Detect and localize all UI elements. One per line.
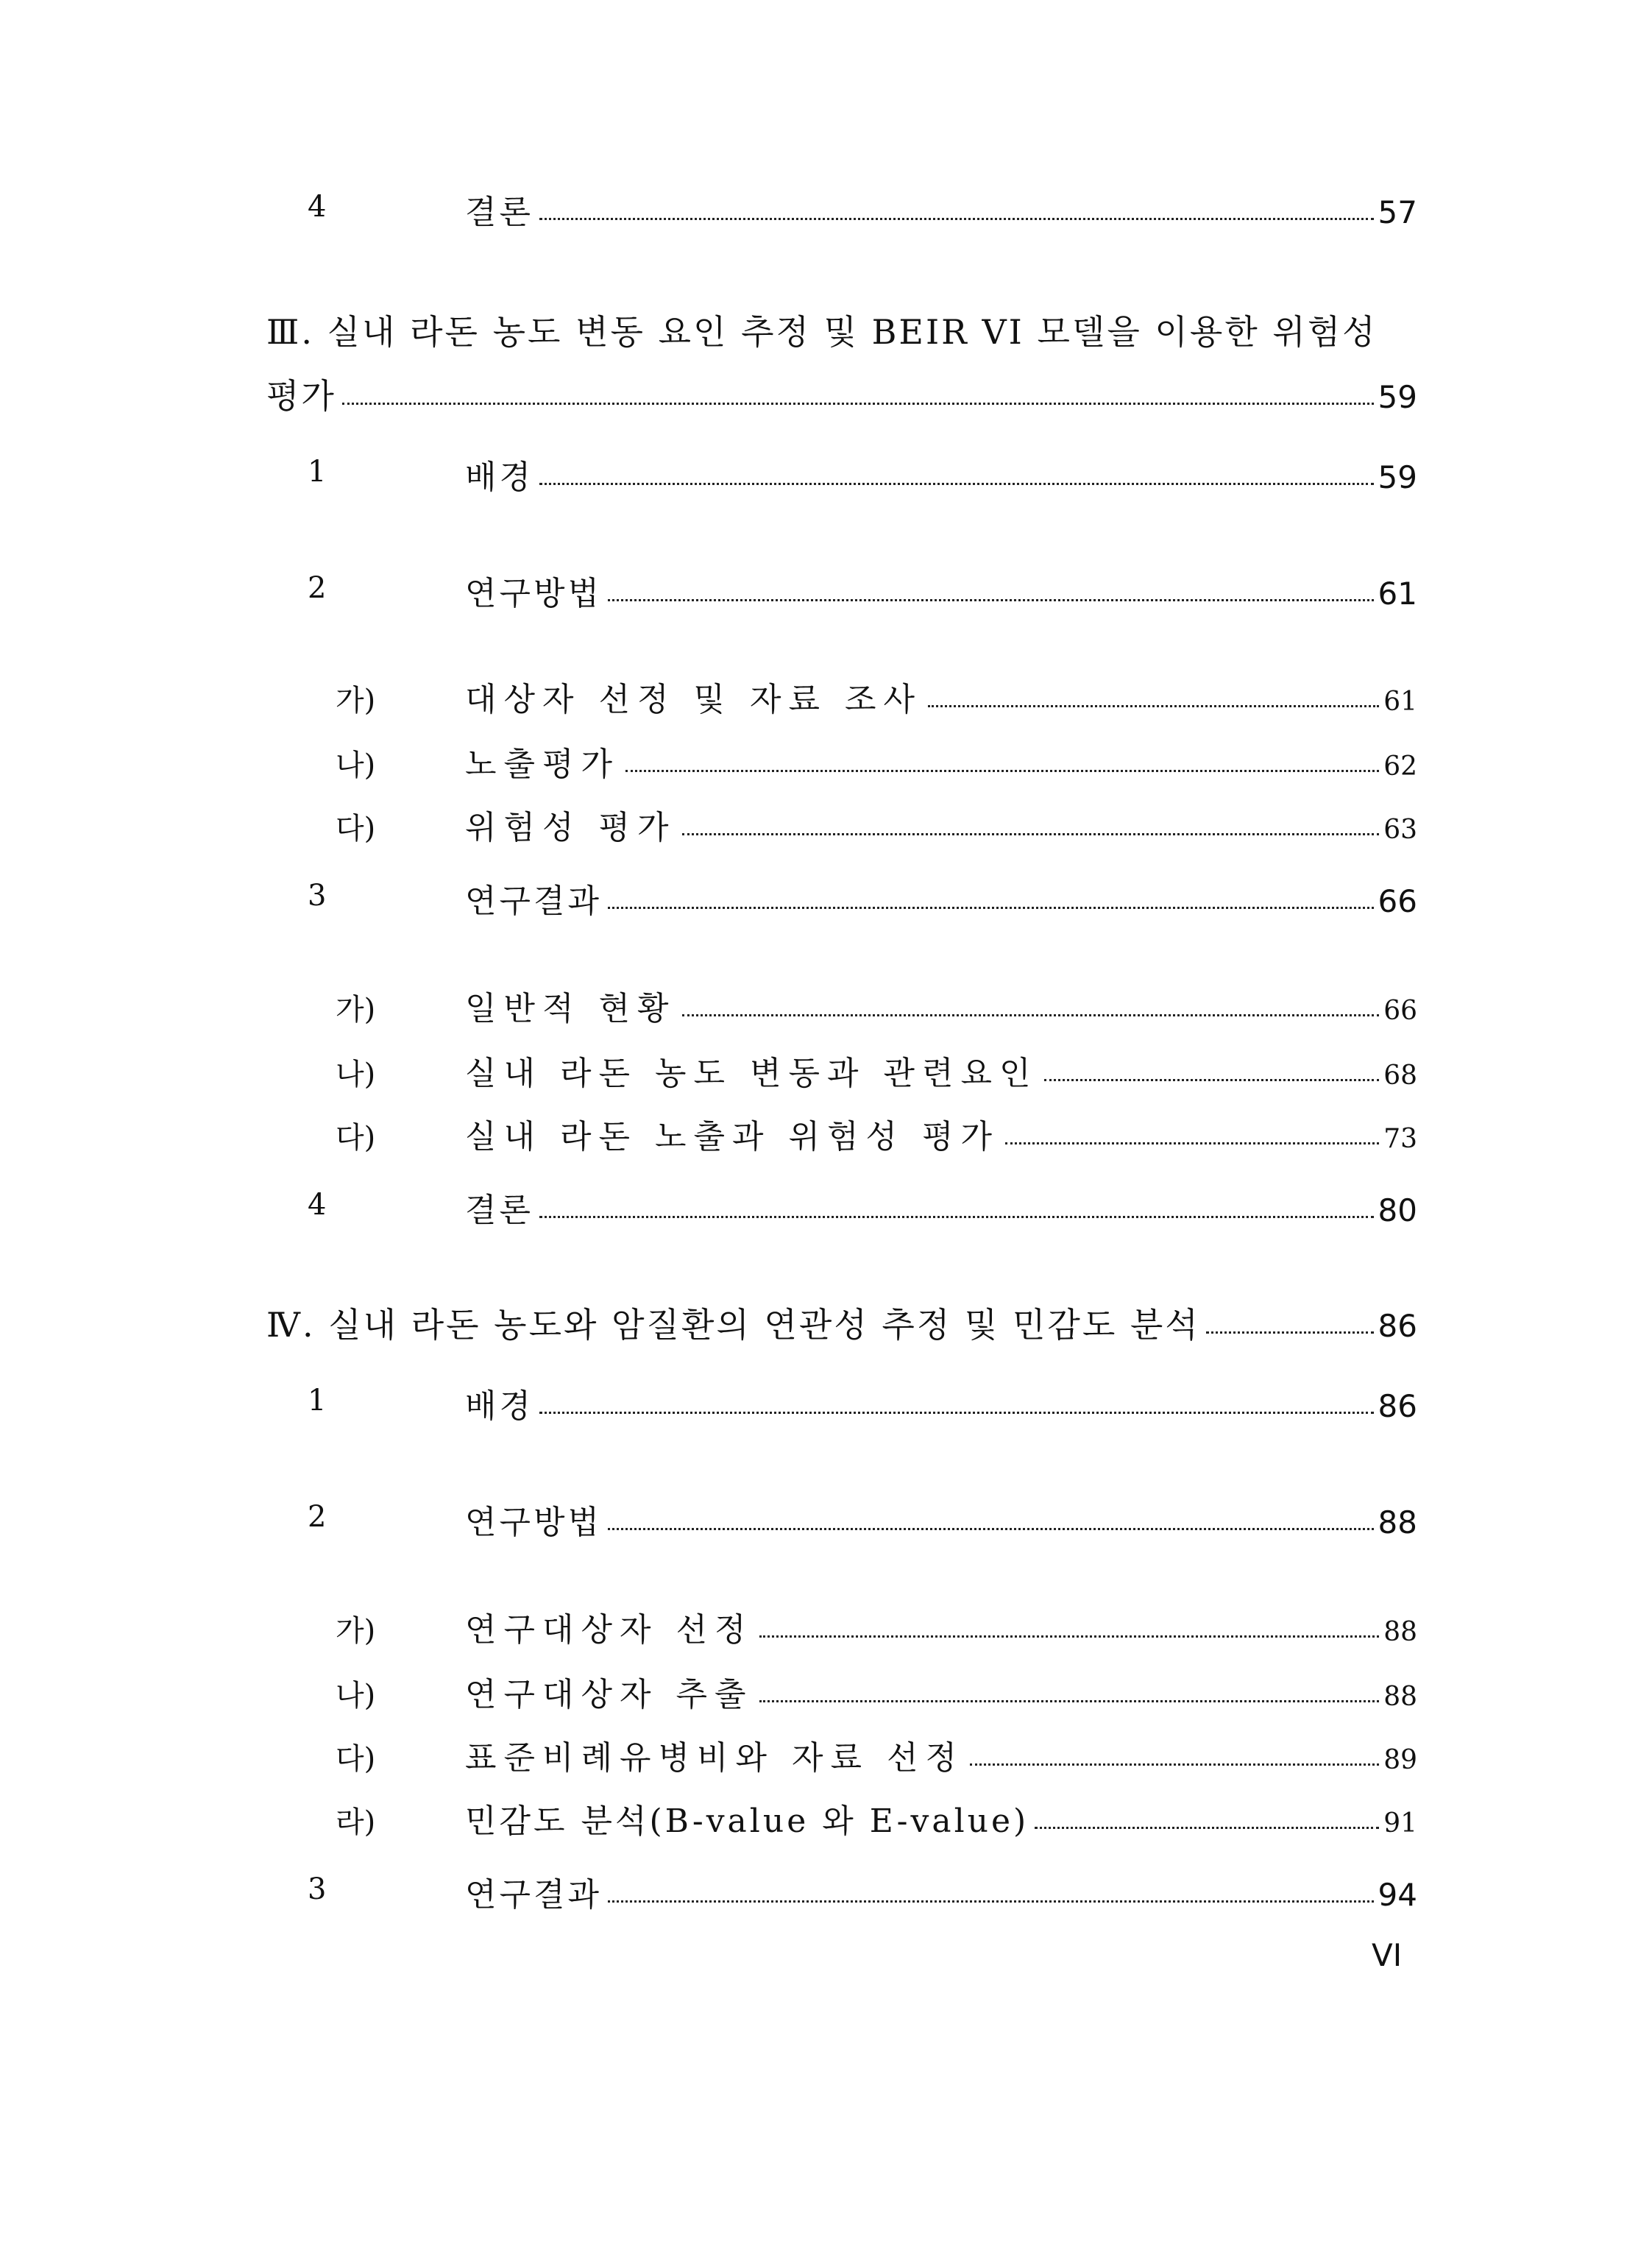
toc-page-number: 59 — [1378, 459, 1417, 495]
toc-page-number: 73 — [1383, 1124, 1417, 1154]
toc-leader-dots — [342, 403, 1374, 405]
toc-leader-dots — [608, 1528, 1374, 1530]
toc-page-number: 66 — [1383, 996, 1417, 1026]
toc-number: 1 — [308, 1384, 327, 1418]
toc-page-number: 62 — [1383, 751, 1417, 782]
toc-title: 위험성 평가 — [465, 809, 676, 846]
toc-title: 실내 라돈 농도 변동과 관련요인 — [465, 1055, 1038, 1092]
toc-number: 3 — [308, 1872, 327, 1906]
toc-page-number: 57 — [1378, 194, 1417, 230]
toc-leader-dots — [625, 770, 1379, 772]
toc-page-number: 80 — [1378, 1192, 1417, 1228]
toc-entry[interactable] — [465, 1731, 1417, 1778]
toc-page-number: 61 — [1383, 687, 1417, 717]
toc-number: 가) — [336, 993, 376, 1027]
toc-entry[interactable] — [465, 1668, 1417, 1715]
toc-page-number: 59 — [1378, 379, 1417, 415]
toc-leader-dots — [759, 1700, 1380, 1702]
toc-title: 연구방법 — [465, 575, 603, 612]
toc-leader-dots — [1044, 1079, 1380, 1081]
footer-page-number: VI — [1372, 1937, 1403, 1973]
toc-leader-dots — [1005, 1142, 1379, 1144]
toc-page-number: 94 — [1378, 1877, 1417, 1913]
toc-page-number: 88 — [1383, 1617, 1417, 1647]
toc-title: 평가 — [266, 376, 336, 416]
toc-number: 나) — [336, 749, 376, 782]
toc-entry[interactable] — [465, 1868, 1417, 1915]
toc-page-number: 63 — [1383, 815, 1417, 845]
toc-number: 가) — [336, 1614, 376, 1648]
toc-title: 연구대상자 추출 — [465, 1676, 754, 1713]
toc-number: 4 — [308, 190, 327, 224]
toc-entry[interactable] — [465, 1794, 1417, 1841]
toc-entry[interactable] — [465, 1183, 1417, 1231]
toc-entry[interactable] — [465, 567, 1417, 614]
toc-leader-dots — [759, 1635, 1380, 1638]
toc-entry[interactable] — [465, 450, 1417, 498]
toc-title: 배경 — [465, 1387, 534, 1425]
toc-entry[interactable] — [465, 673, 1417, 720]
toc-title: 실내 라돈 노출과 위험성 평가 — [465, 1118, 999, 1156]
toc-title: 연구대상자 선정 — [465, 1611, 754, 1649]
toc-title: 연구방법 — [465, 1504, 603, 1541]
toc-number: 1 — [308, 455, 327, 489]
toc-entry[interactable] — [465, 1496, 1417, 1543]
toc-page-number: 89 — [1383, 1745, 1417, 1775]
toc-leader-dots — [608, 599, 1374, 601]
toc-entry[interactable] — [465, 1047, 1417, 1094]
toc-leader-dots — [970, 1763, 1379, 1766]
toc-number: 나) — [336, 1058, 376, 1091]
toc-title: 대상자 선정 및 자료 조사 — [465, 681, 922, 718]
toc-number: 4 — [308, 1188, 327, 1222]
toc-leader-dots — [539, 1216, 1374, 1218]
toc-number: 나) — [336, 1679, 376, 1713]
toc-number: 다) — [336, 812, 376, 846]
toc-leader-dots — [539, 218, 1374, 220]
toc-leader-dots — [1035, 1827, 1379, 1829]
toc-entry[interactable] — [465, 874, 1417, 921]
toc-number: 3 — [308, 879, 327, 913]
toc-entry[interactable] — [465, 737, 1417, 785]
toc-number: 2 — [308, 1500, 327, 1534]
toc-page-number: 68 — [1383, 1061, 1417, 1091]
toc-leader-dots — [539, 483, 1374, 485]
toc-number: 라) — [336, 1805, 376, 1839]
toc-page-number: 66 — [1378, 883, 1417, 919]
toc-title: 노출평가 — [465, 746, 620, 783]
toc-page-number: 86 — [1378, 1308, 1417, 1344]
toc-leader-dots — [539, 1412, 1374, 1414]
toc-number: 다) — [336, 1742, 376, 1776]
toc-entry[interactable] — [266, 369, 1417, 418]
toc-entry[interactable] — [465, 185, 1417, 233]
toc-entry[interactable] — [465, 801, 1417, 848]
toc-title: 일반적 현황 — [465, 990, 676, 1027]
toc-title: 결론 — [465, 1192, 534, 1229]
toc-title: 연구결과 — [465, 1876, 603, 1914]
toc-leader-dots — [608, 1900, 1374, 1903]
chapter-title: Ⅳ. 실내 라돈 농도와 암질환의 연관성 추정 및 민감도 분석 — [266, 1305, 1200, 1345]
toc-entry[interactable] — [465, 1110, 1417, 1157]
toc-title: 표준비례유병비와 자료 선정 — [465, 1739, 965, 1777]
toc-page-number: 61 — [1378, 576, 1417, 612]
chapter-title[interactable]: Ⅲ. 실내 라돈 농도 변동 요인 추정 및 BEIR VI 모델을 이용한 위험성 — [266, 312, 1378, 352]
toc-title: 민감도 분석(B-value 와 E-value) — [465, 1802, 1029, 1840]
toc-leader-dots — [1206, 1331, 1374, 1334]
toc-entry[interactable] — [465, 1603, 1417, 1650]
toc-title: 결론 — [465, 194, 534, 231]
toc-title: 배경 — [465, 459, 534, 496]
toc-page-number: 88 — [1383, 1682, 1417, 1712]
toc-entry[interactable] — [266, 1298, 1417, 1347]
toc-leader-dots — [682, 1014, 1380, 1016]
toc-number: 2 — [308, 571, 327, 605]
toc-page-number: 86 — [1378, 1388, 1417, 1424]
toc-entry[interactable] — [465, 1379, 1417, 1426]
toc-leader-dots — [928, 705, 1379, 707]
toc-leader-dots — [682, 833, 1380, 835]
toc-number: 다) — [336, 1121, 376, 1155]
toc-page-number: 88 — [1378, 1504, 1417, 1540]
toc-leader-dots — [608, 907, 1374, 909]
toc-page-number: 91 — [1383, 1808, 1417, 1839]
toc-title: 연구결과 — [465, 882, 603, 920]
toc-entry[interactable] — [465, 982, 1417, 1029]
toc-number: 가) — [336, 684, 376, 718]
